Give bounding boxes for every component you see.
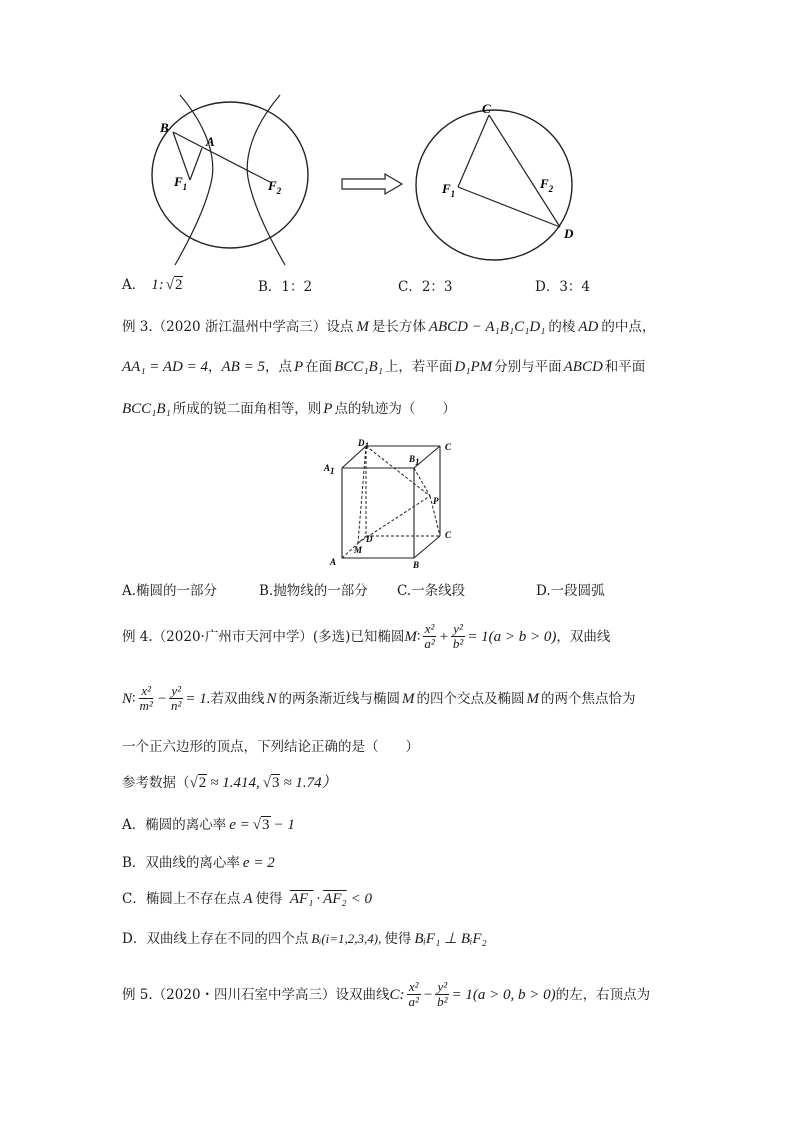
ex3-option-c: C.一条线段 (397, 583, 466, 599)
ex3-option-a: A.椭圆的一部分 (122, 583, 218, 599)
label-A: A (206, 134, 215, 149)
cube-label-C: C (445, 530, 452, 540)
cuboid-top-left-edge (342, 446, 366, 468)
cube-label-P: P (433, 496, 439, 506)
ex4-option-d: D．双曲线上存在不同的四个点 Bᵢ(i=1,2,3,4), 使得 BᵢF₁ ⊥ BᵢF₂ (122, 931, 487, 947)
line-D1-M (358, 446, 366, 543)
cube-label-A: A (330, 557, 337, 567)
line-F1-D (458, 187, 560, 227)
ex2-option-d: D．3：4 (535, 279, 591, 295)
ex2-option-b: B．1：2 (258, 279, 313, 295)
figure-cuboid (318, 438, 468, 570)
cube-label-A1: A1 (324, 463, 335, 476)
ex3-option-d: D.一段圆弧 (536, 583, 605, 599)
ex4-line3: 一个正六边形的顶点，下列结论正确的是（ ） (122, 739, 419, 755)
ex4-option-b: B．双曲线的离心率 e = 2 (122, 855, 275, 871)
cube-label-C-top: C (445, 442, 452, 452)
transform-arrow (342, 174, 402, 194)
ex3-option-b: B.抛物线的一部分 (259, 583, 368, 599)
ex5-line1: 例 5.（2020・四川石室中学高三）设双曲线 C : $\frac{\text{x²}}{\text{a²}}$ − $\frac{\text{y²}}{\text{b²}}$ = 1(a > 0, b > 0) 的左，右顶点为 (122, 979, 651, 1009)
label-F2: $F_2$ (268, 178, 282, 196)
cube-label-D: D (366, 534, 373, 544)
ex4-reference: 参考数据（√2 ≈ 1.414, √3 ≈ 1.74） (122, 775, 337, 791)
label-F2-right: $F_2$ (540, 176, 554, 194)
ex4-option-c: C．椭圆上不存在点 A 使得 AF₁ · AF₂ < 0 (122, 891, 373, 907)
ex4-line2: N ∶ $\frac{\text{x²}}{\text{m²}}$ − $\frac{\text{y²}}{\text{n²}}$ = 1. 若双曲线 N 的两条渐近线与椭圆 M 的四个交点及椭圆 M 的两个焦点恰为 (122, 683, 636, 713)
line-C-F1 (458, 115, 489, 187)
label-C: C (482, 101, 491, 116)
ex4-option-a: A．椭圆的离心率 e = √3 − 1 (122, 817, 295, 833)
line-B1-P (414, 468, 430, 496)
figure-ellipse-hyperbola (140, 90, 600, 270)
line-D1-P (366, 446, 430, 496)
cube-label-B1: B1 (409, 454, 420, 467)
ex2-option-c: C．2：3 (398, 279, 453, 295)
ex4-line1: 例 4.（2020·广州市天河中学）(多选)已知椭圆 M ∶ $\frac{\text{x²}}{\text{a²}}$ + $\frac{\text{y²}}{\text{b²}}$ = 1(a > b > 0) ，双曲线 (122, 621, 611, 651)
cube-label-D1: D1 (358, 438, 369, 451)
label-F1-right: $F_1$ (442, 181, 456, 199)
cube-label-M: M (354, 545, 363, 555)
cube-label-B: B (413, 560, 420, 570)
cuboid-front-face (342, 468, 414, 558)
ex2-option-a: A． 1: √2 (122, 277, 183, 293)
label-F1: $F_1$ (174, 174, 188, 192)
ex3-line1: 例 3.（2020 浙江温州中学高三）设点 M 是长方体 ABCD − A₁B₁C₁D₁ 的棱 AD 的中点， (122, 319, 656, 335)
label-B: B (160, 120, 169, 135)
label-D: D (564, 226, 574, 241)
line-F1-A (190, 148, 202, 180)
ex3-line3: BCC₁B₁ 所成的锐二面角相等，则 P 点的轨迹为（ ） (122, 401, 456, 417)
ex3-line2: AA₁ = AD = 4，AB = 5，点 P 在面 BCC₁B₁ 上，若平面 D₁PM 分别与平面 ABCD 和平面 (122, 359, 646, 375)
cuboid-bottom-right-edge (414, 536, 440, 558)
